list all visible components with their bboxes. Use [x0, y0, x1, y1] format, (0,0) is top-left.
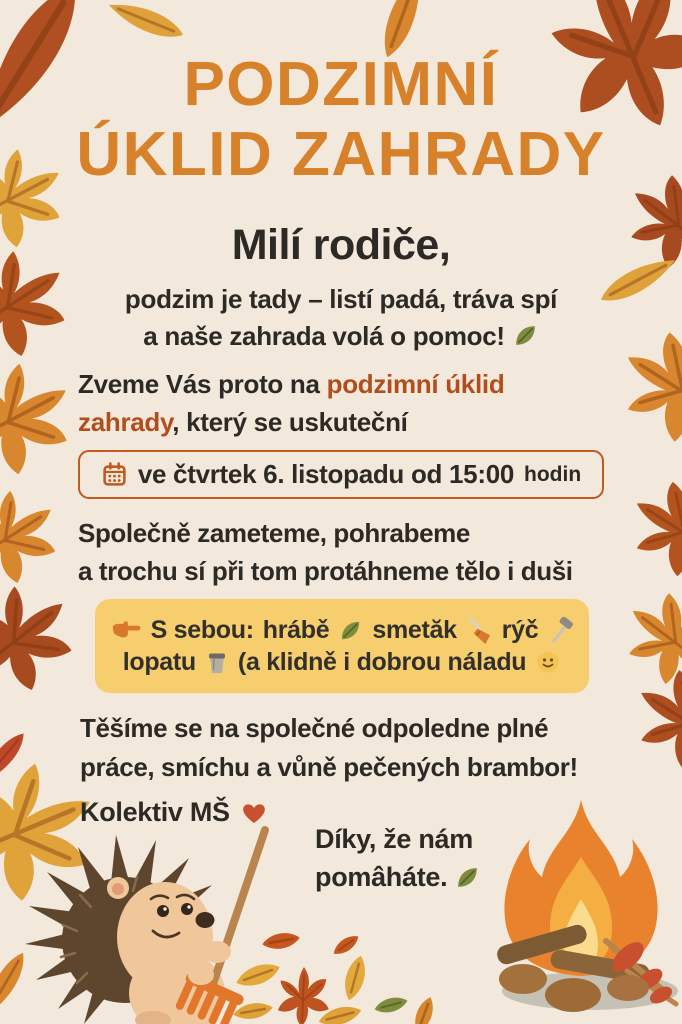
- signature-text: Kolektiv MŠ: [80, 797, 230, 827]
- invite-line-1: Zveme Vás proto na podzimní úklid: [78, 369, 505, 399]
- invite-line-2: zahrady, který se uskuteční: [78, 406, 408, 437]
- smiley-icon: [535, 649, 561, 675]
- supplies-line-1: [110, 616, 575, 645]
- supplies-item: lopatu: [122, 647, 196, 676]
- closing-line-1: Těšíme se na společné odpoledne plné: [80, 713, 549, 743]
- page-title: [0, 50, 682, 190]
- closing-paragraph: [80, 709, 578, 787]
- activity-paragraph: [78, 514, 573, 591]
- supplies-label: S sebou:: [150, 615, 254, 644]
- hammer-icon: [547, 617, 574, 644]
- activity-line-1: Společně zameteme, pohrabeme: [78, 518, 470, 548]
- green-leaf-icon: [338, 618, 363, 643]
- supplies-line-2: [123, 648, 562, 677]
- greeting-paragraph: [0, 281, 682, 355]
- campfire-illustration: [478, 795, 682, 1024]
- thanks-line-1: Díky, že nám: [315, 824, 473, 854]
- event-date-unit: hodin: [524, 462, 582, 486]
- event-date: ve čtvrtek 6. listopadu od 15:00: [137, 459, 515, 489]
- signature: [80, 797, 269, 828]
- thanks-line-2: pomâháte.: [315, 859, 481, 897]
- heart-icon: [239, 800, 269, 826]
- title-line-2: ÚKLID ZAHRADY: [76, 120, 606, 190]
- supplies-item: smetăk: [372, 615, 457, 644]
- supplies-item: hrábě: [262, 615, 330, 644]
- title-line-1: PODZIMNÍ: [183, 50, 499, 119]
- greeting-line-2: a naše zahrada volá o pomoc!: [0, 318, 682, 355]
- invite-highlight: zahrady: [78, 406, 173, 437]
- greeting-line-1: podzim je tady – listí padá, tráva spí: [124, 284, 558, 314]
- thanks-note: [315, 821, 481, 897]
- date-box: [78, 450, 604, 499]
- invite-highlight: podzimní úklid: [326, 369, 505, 399]
- bucket-icon: [205, 649, 229, 675]
- green-leaf-icon: [512, 322, 539, 349]
- supplies-note: (a klidně i dobrou náladu: [237, 647, 527, 676]
- broom-icon: [466, 616, 493, 645]
- closing-line-2: práce, smíchu a vůně pečených brambor!: [80, 752, 578, 782]
- calendar-icon: [101, 461, 128, 488]
- greeting-heading: Milí rodiče,: [231, 221, 451, 269]
- supplies-box: [95, 599, 589, 693]
- supplies-item: rýč: [501, 615, 539, 644]
- green-leaf-icon: [454, 864, 481, 891]
- invite-paragraph: [78, 366, 630, 441]
- activity-line-2: a trochu sí při tom protáhneme tělo i duši: [78, 556, 573, 587]
- hedgehog-illustration: [25, 825, 315, 1024]
- pointing-hand-icon: [110, 618, 142, 643]
